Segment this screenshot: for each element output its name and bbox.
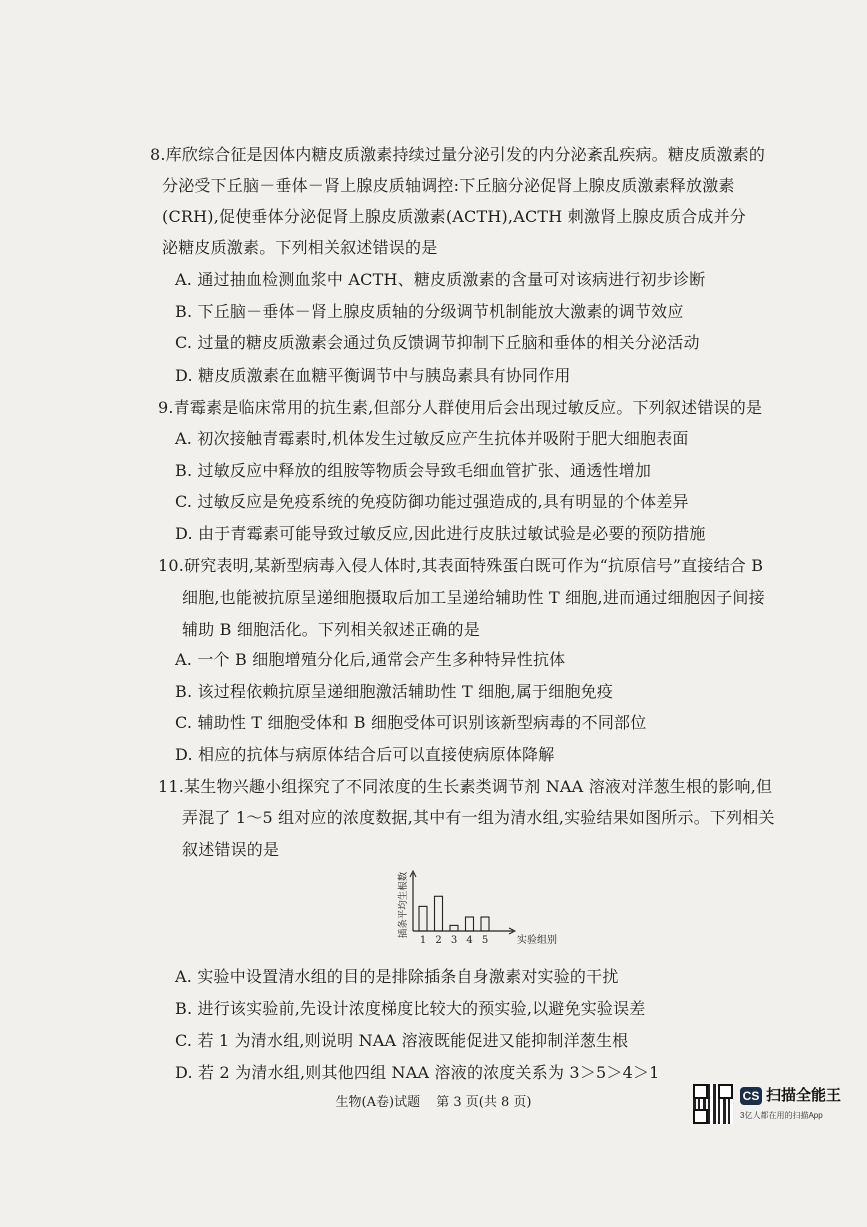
y-axis-label: 插条平均生根数 [398, 871, 409, 939]
bar-5 [481, 917, 489, 931]
question-9-option-d: D. 由于青霉素可能导致过敏反应,因此进行皮肤过敏试验是必要的预防措施 [175, 524, 706, 543]
question-8-option-d: D. 糖皮质激素在血糖平衡调节中与胰岛素具有协同作用 [175, 366, 571, 385]
bar-3 [450, 925, 458, 931]
question-8-option-b: B. 下丘脑－垂体－肾上腺皮质轴的分级调节机制能放大激素的调节效应 [175, 302, 684, 321]
bar-4 [466, 917, 474, 931]
scanner-app-title: 扫描全能王 [766, 1087, 842, 1104]
bar-1 [419, 906, 427, 931]
question-11-option-c: C. 若 1 为清水组,则说明 NAA 溶液既能促进又能抑制洋葱生根 [175, 1031, 629, 1050]
x-axis-label: 实验组别 [517, 935, 557, 946]
question-8-stem-line: (CRH),促使垂体分泌促肾上腺皮质激素(ACTH),ACTH 刺激肾上腺皮质合成并分 [162, 207, 746, 226]
question-8-stem-line: 分泌受下丘脑－垂体－肾上腺皮质轴调控:下丘脑分泌促肾上腺皮质激素释放激素 [162, 176, 735, 195]
x-tick-label: 1 [419, 935, 427, 946]
question-10-option-c: C. 辅助性 T 细胞受体和 B 细胞受体可识别该新型病毒的不同部位 [175, 713, 647, 732]
question-10-option-d: D. 相应的抗体与病原体结合后可以直接使病原体降解 [175, 745, 555, 764]
question-8-stem-line: 8.库欣综合征是因体内糖皮质激素持续过量分泌引发的内分泌紊乱疾病。糖皮质激素的 [150, 145, 766, 164]
page-footer [0, 1094, 867, 1112]
question-11-option-b: B. 进行该实验前,先设计浓度梯度比较大的预实验,以避免实验误差 [175, 999, 646, 1018]
question-11-stem-line: 弄混了 1～5 组对应的浓度数据,其中有一组为清水组,实验结果如图所示。下列相关 [182, 808, 775, 827]
x-tick-label: 4 [466, 935, 473, 946]
scanner-app-subtitle: 3亿人都在用的扫描App [740, 1111, 823, 1120]
bar-chart-canvas [395, 865, 570, 954]
x-tick-label: 3 [450, 935, 458, 946]
question-10-stem-line: 10.研究表明,某新型病毒入侵人体时,其表面特殊蛋白既可作为“抗原信号”直接结合 B [158, 556, 764, 575]
question-11-option-d: D. 若 2 为清水组,则其他四组 NAA 溶液的浓度关系为 3＞5＞4＞1 [175, 1063, 660, 1082]
question-10-option-b: B. 该过程依赖抗原呈递细胞激活辅助性 T 细胞,属于细胞免疫 [175, 682, 614, 701]
question-9-option-c: C. 过敏反应是免疫系统的免疫防御功能过强造成的,具有明显的个体差异 [175, 492, 689, 511]
bar-2 [435, 896, 443, 931]
question-11-stem-line: 叙述错误的是 [182, 840, 280, 859]
footer-subject: 生物(A卷)试题 [335, 1095, 421, 1110]
question-9-option-a: A. 初次接触青霉素时,机体发生过敏反应产生抗体并吸附于肥大细胞表面 [175, 429, 689, 448]
question-8-stem-line: 泌糖皮质激素。下列相关叙述错误的是 [162, 238, 438, 257]
x-tick-label: 5 [481, 935, 489, 946]
footer-page-number: 第 3 页(共 8 页) [436, 1095, 532, 1110]
qr-code-icon [693, 1084, 733, 1124]
question-9-stem-line: 9.青霉素是临床常用的抗生素,但部分人群使用后会出现过敏反应。下列叙述错误的是 [158, 398, 763, 417]
x-tick-label: 2 [435, 935, 442, 946]
question-11-option-a: A. 实验中设置清水组的目的是排除插条自身激素对实验的干扰 [175, 967, 619, 986]
question-10-option-a: A. 一个 B 细胞增殖分化后,通常会产生多种特异性抗体 [175, 650, 566, 669]
question-8-option-a: A. 通过抽血检测血浆中 ACTH、糖皮质激素的含量可对该病进行初步诊断 [175, 270, 706, 289]
question-11-stem-line: 11.某生物兴趣小组探究了不同浓度的生长素类调节剂 NAA 溶液对洋葱生根的影响,但 [158, 777, 773, 796]
camscanner-logo: CS [740, 1087, 762, 1105]
question-10-stem-line: 细胞,也能被抗原呈递细胞摄取后加工呈递给辅助性 T 细胞,进而通过细胞因子间接 [182, 588, 765, 607]
question-9-option-b: B. 过敏反应中释放的组胺等物质会导致毛细血管扩张、通透性增加 [175, 461, 652, 480]
question-10-stem-line: 辅助 B 细胞活化。下列相关叙述正确的是 [182, 620, 480, 639]
bar-chart-svg [395, 865, 570, 950]
bar-chart [395, 865, 570, 950]
question-8-option-c: C. 过量的糖皮质激素会通过负反馈调节抑制下丘脑和垂体的相关分泌活动 [175, 333, 700, 352]
